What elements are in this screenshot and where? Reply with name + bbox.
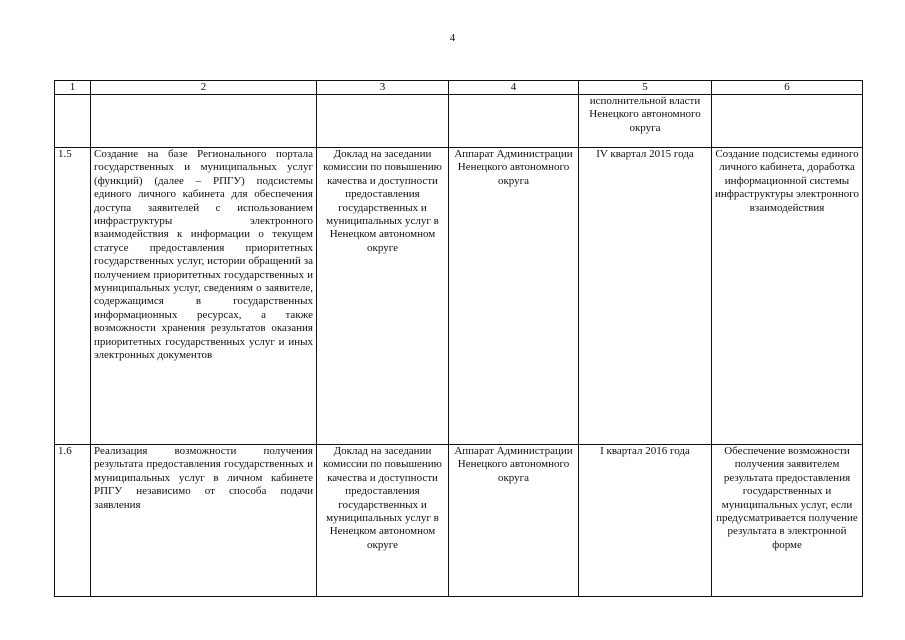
- expected-result-cell: Создание подсистемы единого личного кабинета, доработка информационной системы инфраструктуры электронного взаимодействия: [712, 148, 863, 445]
- measure-cell: [91, 95, 317, 148]
- column-number: 4: [449, 81, 579, 95]
- result-form-cell: Доклад на заседании комиссии по повышению качества и доступности предоставления государственных и муниципальных услуг в Ненецком автономном округе: [317, 148, 449, 445]
- responsible-cell: [449, 95, 579, 148]
- column-number: 1: [55, 81, 91, 95]
- column-number: 2: [91, 81, 317, 95]
- action-plan-table: [54, 80, 863, 597]
- result-form-cell: [317, 95, 449, 148]
- column-number-row: [55, 81, 863, 95]
- column-number: 3: [317, 81, 449, 95]
- column-number: 6: [712, 81, 863, 95]
- column-number: 5: [579, 81, 712, 95]
- row-number: 1.6: [55, 445, 91, 597]
- table-row: [55, 445, 863, 597]
- result-form-cell: Доклад на заседании комиссии по повышению качества и доступности предоставления государственных и муниципальных услуг в Ненецком автономном округе: [317, 445, 449, 597]
- responsible-cell: Аппарат Администрации Ненецкого автономного округа: [449, 445, 579, 597]
- deadline-cell: исполнительной власти Ненецкого автономного округа: [579, 95, 712, 148]
- measure-cell: Создание на базе Регионального портала государственных и муниципальных услуг (функций) (далее – РПГУ) подсистемы единого личного кабинета для обеспечения доступа заявителей с использованием инфраструктуры электронного взаимодействия к информации о текущем статусе предоставления приоритетных государственных услуг, истории обращений за получением приоритетных государственных и муниципальных услуг, сведениям о заявителе, содержащимся в государственных информационных ресурсах, а также возможности хранения результатов оказания приоритетных государственных услуг и иных электронных документов: [91, 148, 317, 445]
- measure-cell: Реализация возможности получения результата предоставления государственных и муниципальных услуг в личном кабинете РПГУ независимо от способа подачи заявления: [91, 445, 317, 597]
- deadline-cell: IV квартал 2015 года: [579, 148, 712, 445]
- page-number: 4: [449, 32, 456, 44]
- expected-result-cell: Обеспечение возможности получения заявителем результата предоставления государственных и муниципальных услуг, если предусматривается получение результата в электронной форме: [712, 445, 863, 597]
- row-number: [55, 95, 91, 148]
- table-row: [55, 148, 863, 445]
- responsible-cell: Аппарат Администрации Ненецкого автономного округа: [449, 148, 579, 445]
- row-number: 1.5: [55, 148, 91, 445]
- deadline-cell: I квартал 2016 года: [579, 445, 712, 597]
- expected-result-cell: [712, 95, 863, 148]
- table-row: [55, 95, 863, 148]
